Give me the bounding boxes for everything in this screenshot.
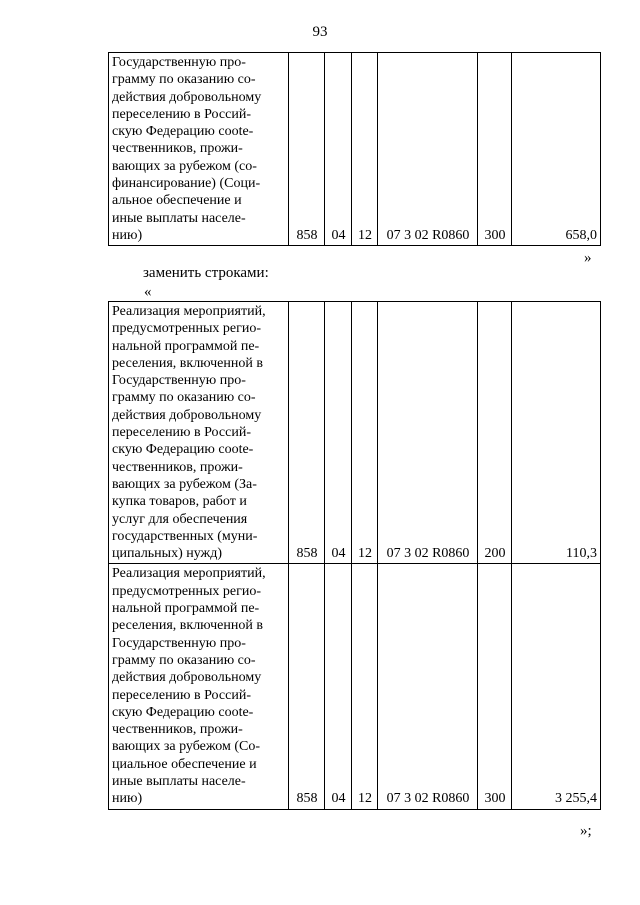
closing-quote: » bbox=[584, 250, 592, 266]
target-article-code: 07 3 02 R0860 bbox=[378, 564, 478, 809]
row-description: Реализация мероприятий, предусмотренных регио- нальной программой пе- реселения, включенной в Государственную про- грамму по оказанию со- действия добровольному переселению в Россий- скую Федерацию соote- чественников, прожи- вающих за рубежом (Со- циальное обеспечение и иные выплаты населе- нию) bbox=[109, 564, 289, 809]
ministry-code: 858 bbox=[289, 302, 325, 564]
replace-instruction: заменить строками: bbox=[143, 265, 269, 281]
ministry-code: 858 bbox=[289, 53, 325, 246]
expense-type-code: 300 bbox=[478, 53, 512, 246]
section-code: 04 bbox=[325, 564, 352, 809]
ministry-code: 858 bbox=[289, 564, 325, 809]
amount: 110,3 bbox=[512, 302, 601, 564]
section-code: 04 bbox=[325, 53, 352, 246]
amount: 658,0 bbox=[512, 53, 601, 246]
row-description: Государственную про- грамму по оказанию со- действия добровольному переселению в Россий- скую Федерацию соote- чественников, прожи- вающих за рубежом (со- финансирование) (Соци- альное обеспечение и иные выплаты населе- нию) bbox=[109, 53, 289, 246]
expense-type-code: 300 bbox=[478, 564, 512, 809]
expense-type-code: 200 bbox=[478, 302, 512, 564]
budget-table-replacement bbox=[108, 301, 601, 810]
subsection-code: 12 bbox=[352, 564, 378, 809]
row-description: Реализация мероприятий, предусмотренных регио- нальной программой пе- реселения, включенной в Государственную про- грамму по оказанию со- действия добровольному переселению в Россий- скую Федерацию соote- чественников, прожи- вающих за рубежом (За- купка товаров, работ и услуг для обеспечения государственных (муни- ципальных) нужд) bbox=[109, 302, 289, 564]
amount: 3 255,4 bbox=[512, 564, 601, 809]
table-row bbox=[109, 564, 601, 809]
table-row bbox=[109, 302, 601, 564]
section-code: 04 bbox=[325, 302, 352, 564]
page-number: 93 bbox=[312, 24, 328, 40]
target-article-code: 07 3 02 R0860 bbox=[378, 53, 478, 246]
opening-quote: « bbox=[144, 284, 152, 300]
subsection-code: 12 bbox=[352, 53, 378, 246]
budget-table-original bbox=[108, 52, 601, 246]
subsection-code: 12 bbox=[352, 302, 378, 564]
table-row bbox=[109, 53, 601, 246]
closing-quote-semicolon: »; bbox=[580, 823, 592, 839]
target-article-code: 07 3 02 R0860 bbox=[378, 302, 478, 564]
